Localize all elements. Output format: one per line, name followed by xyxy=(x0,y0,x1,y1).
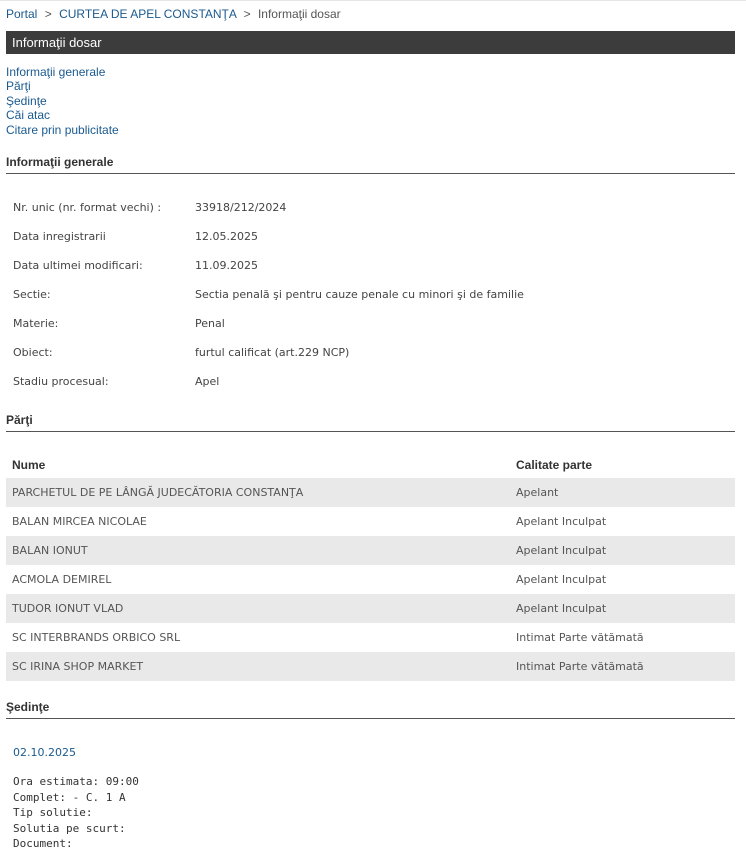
party-name: PARCHETUL DE PE LÂNGĂ JUDECĂTORIA CONSTANŢA xyxy=(12,486,304,499)
party-name: BALAN MIRCEA NICOLAE xyxy=(12,515,147,528)
breadcrumb-separator: > xyxy=(243,7,251,21)
party-name: TUDOR IONUT VLAD xyxy=(12,602,124,615)
info-label: Data ultimei modificari: xyxy=(13,259,143,272)
info-label: Obiect: xyxy=(13,346,53,359)
parti-table xyxy=(6,450,735,681)
table-row xyxy=(6,478,735,507)
info-value: 12.05.2025 xyxy=(195,230,258,243)
table-row xyxy=(6,594,735,623)
info-label: Nr. unic (nr. format vechi) : xyxy=(13,201,162,214)
info-label: Materie: xyxy=(13,317,59,330)
info-value: Sectia penală şi pentru cauze penale cu minori şi de familie xyxy=(195,288,524,301)
page-title: Informaţii dosar xyxy=(6,31,735,54)
section-heading-general: Informaţii generale xyxy=(6,155,735,174)
party-role: Apelant Inculpat xyxy=(516,573,607,586)
sedinta-document: Document: xyxy=(13,837,73,850)
section-heading-sedinte: Şedinţe xyxy=(6,700,735,719)
sedinta-complet: Complet: - C. 1 A xyxy=(13,790,126,804)
table-row xyxy=(6,623,735,652)
top-border xyxy=(0,0,746,1)
table-row xyxy=(6,507,735,536)
info-value: furtul calificat (art.229 NCP) xyxy=(195,346,350,359)
info-value: 11.09.2025 xyxy=(195,259,258,272)
column-header-nume: Nume xyxy=(12,458,46,472)
party-name: SC INTERBRANDS ORBICO SRL xyxy=(12,631,181,644)
nav-link-informatii-generale[interactable]: Informaţii generale xyxy=(6,65,106,79)
sedinta-date: 02.10.2025 xyxy=(13,746,76,759)
party-role: Intimat Parte vătămată xyxy=(516,631,644,644)
info-label: Data inregistrarii xyxy=(13,230,106,243)
info-label: Sectie: xyxy=(13,288,51,301)
party-name: SC IRINA SHOP MARKET xyxy=(12,660,144,673)
table-header xyxy=(6,450,735,478)
nav-link-parti[interactable]: Părţi xyxy=(6,79,31,94)
table-row xyxy=(6,565,735,594)
table-row xyxy=(6,652,735,681)
nav-link-sedinte[interactable]: Şedinţe xyxy=(6,93,47,108)
party-role: Apelant Inculpat xyxy=(516,602,607,615)
breadcrumb-portal-link[interactable]: Portal xyxy=(6,7,38,21)
nav-link-citare[interactable]: Citare prin publicitate xyxy=(6,122,119,137)
party-role: Apelant xyxy=(516,486,559,499)
info-label: Stadiu procesual: xyxy=(13,375,109,388)
sedinta-solutia-pe-scurt: Solutia pe scurt: xyxy=(13,821,126,835)
party-name: ACMOLA DEMIREL xyxy=(12,573,112,586)
sedinta-ora: Ora estimata: 09:00 xyxy=(13,775,139,788)
party-name: BALAN IONUT xyxy=(12,544,88,557)
info-value: 33918/212/2024 xyxy=(195,201,287,214)
breadcrumb xyxy=(6,7,341,21)
breadcrumb-current: Informaţii dosar xyxy=(257,7,341,21)
sedinta-details xyxy=(13,774,139,852)
table-row xyxy=(6,536,735,565)
party-role: Apelant Inculpat xyxy=(516,544,607,557)
nav-link-cai-atac[interactable]: Căi atac xyxy=(6,108,51,123)
info-value: Apel xyxy=(195,375,220,388)
party-role: Apelant Inculpat xyxy=(516,515,607,528)
breadcrumb-court-link[interactable]: CURTEA DE APEL CONSTANŢA xyxy=(59,7,237,21)
party-role: Intimat Parte vătămată xyxy=(516,660,644,673)
breadcrumb-separator: > xyxy=(44,7,52,21)
section-heading-parti: Părţi xyxy=(6,413,735,432)
info-value: Penal xyxy=(195,317,225,330)
column-header-calitate: Calitate parte xyxy=(516,458,593,472)
section-nav xyxy=(6,65,119,137)
sedinta-tip-solutie: Tip solutie: xyxy=(13,806,93,819)
